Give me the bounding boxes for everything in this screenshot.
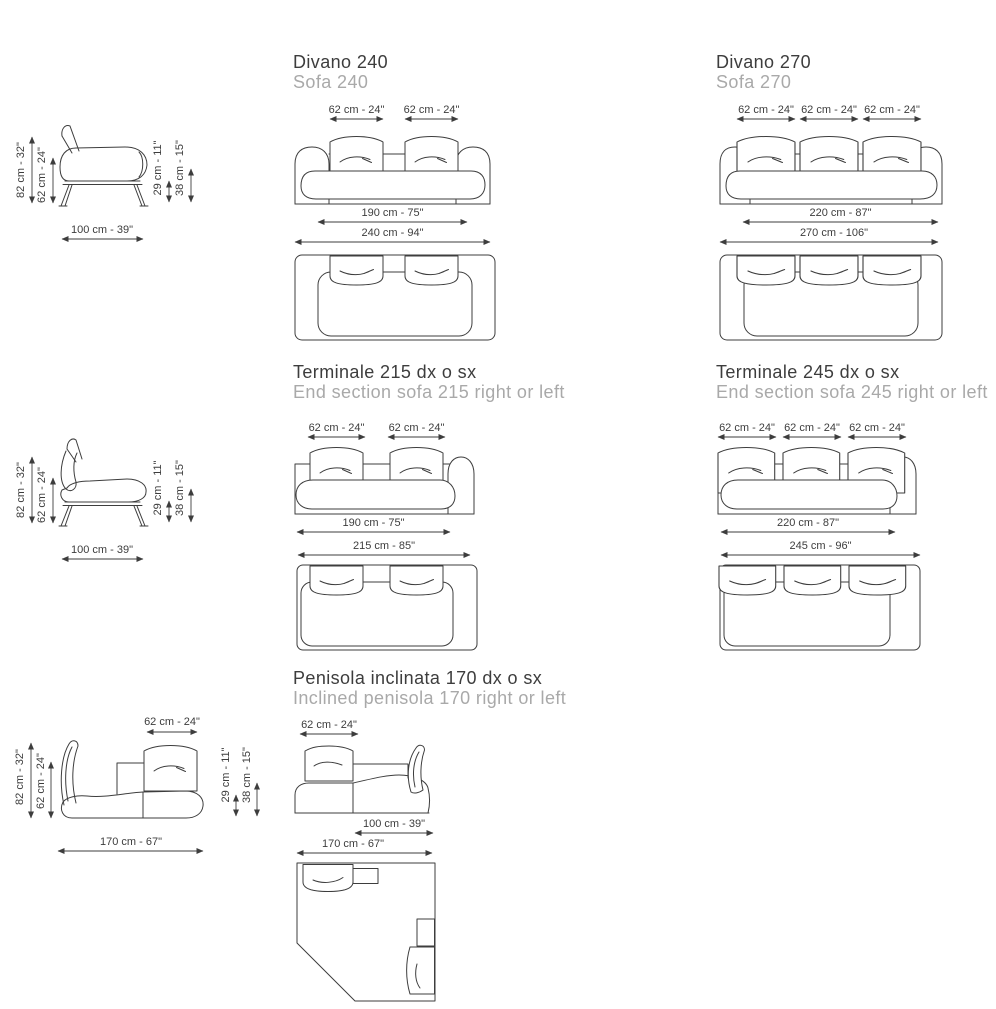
frame-lines xyxy=(63,502,142,506)
dim-inner-width: 190 cm - 75" xyxy=(342,517,405,529)
front-view xyxy=(295,745,430,813)
back-cushion-top xyxy=(390,566,443,595)
legs xyxy=(61,506,145,526)
product-subtitle: Sofa 240 xyxy=(293,72,369,92)
back-cushion xyxy=(305,746,353,781)
dim-back-height: 62 cm - 24" xyxy=(35,147,48,203)
product-divano-240 xyxy=(293,52,498,348)
dim-height-total: 82 cm - 32" xyxy=(13,749,26,805)
side-view-row2 xyxy=(10,425,255,575)
back-cushion-top xyxy=(310,566,363,595)
seat-cushion xyxy=(721,480,897,509)
dim-depth: 170 cm - 67" xyxy=(100,836,162,848)
dim-seat-height: 29 cm - 11" xyxy=(219,747,232,803)
dim-cushion-1: 62 cm - 24" xyxy=(308,422,365,434)
product-subtitle: Sofa 270 xyxy=(716,72,792,92)
product-terminale-215 xyxy=(293,362,565,655)
dimensions xyxy=(14,716,257,851)
side-view-row3 xyxy=(5,705,265,860)
low-back-band xyxy=(117,763,146,794)
product-title: Divano 240 xyxy=(293,52,389,72)
dim-height-total: 82 cm - 32" xyxy=(14,462,27,518)
cushion-dimensions xyxy=(718,422,906,437)
dim-total-width: 240 cm - 94" xyxy=(361,227,424,239)
dim-cushion-2: 62 cm - 24" xyxy=(784,422,840,434)
back-cushion-top xyxy=(330,256,383,285)
product-subtitle: End section sofa 245 right or left xyxy=(716,382,988,402)
cushion-dimensions xyxy=(737,104,921,119)
seat-cushion xyxy=(301,171,485,199)
back-cushion-top xyxy=(863,256,921,285)
product-title: Penisola inclinata 170 dx o sx xyxy=(293,668,543,688)
dim-cushion-1: 62 cm - 24" xyxy=(328,104,385,116)
back-cushion-top xyxy=(303,865,353,892)
dim-total-width: 215 cm - 85" xyxy=(353,540,415,552)
product-subtitle: Inclined penisola 170 right or left xyxy=(293,688,567,708)
dimensions xyxy=(15,137,191,239)
front-view xyxy=(718,448,916,515)
top-outline xyxy=(295,255,495,340)
dim-inner-width: 220 cm - 87" xyxy=(777,517,839,529)
legs xyxy=(61,185,145,206)
dim-inner-width: 220 cm - 87" xyxy=(809,207,872,219)
inclined-backrest xyxy=(61,741,78,805)
terminale-245-drawings xyxy=(716,410,948,655)
headrest-flap xyxy=(67,439,82,459)
dim-seat-height: 29 cm - 11" xyxy=(151,460,164,516)
back-cushion-top xyxy=(849,566,906,595)
dim-cushion-2: 62 cm - 24" xyxy=(388,422,445,434)
seat-body xyxy=(61,479,146,502)
back-cushion-top xyxy=(784,566,841,595)
dimensions xyxy=(15,457,191,559)
product-title: Terminale 245 dx o sx xyxy=(716,362,900,382)
product-subtitle: End section sofa 215 right or left xyxy=(293,382,565,402)
terminale-215-drawings xyxy=(293,410,498,655)
chaise-body xyxy=(61,791,203,818)
dim-cushion-1: 62 cm - 24" xyxy=(719,422,775,434)
front-view xyxy=(720,137,942,205)
cushion-dimensions xyxy=(308,422,445,437)
product-title: Terminale 215 dx o sx xyxy=(293,362,477,382)
sofa-side-drawing xyxy=(59,126,148,206)
dim-cushion-3: 62 cm - 24" xyxy=(864,104,920,116)
dim-cushion-1: 62 cm - 24" xyxy=(738,104,794,116)
product-title: Divano 270 xyxy=(716,52,812,72)
dim-total-width: 170 cm - 67" xyxy=(322,838,384,850)
end-section-side-drawing xyxy=(59,439,148,526)
dim-back-height: 62 cm - 24" xyxy=(34,753,47,809)
low-back-band xyxy=(353,764,408,778)
dim-back-height: 62 cm - 24" xyxy=(35,467,48,523)
sofa-body xyxy=(60,147,147,181)
top-view xyxy=(297,863,435,1001)
frame-lines xyxy=(63,181,142,185)
dim-seat-width: 100 cm - 39" xyxy=(363,818,425,830)
penisola-170-drawings xyxy=(293,716,498,1009)
back-cushion-top xyxy=(737,256,795,285)
dim-cushion-3: 62 cm - 24" xyxy=(849,422,905,434)
headrest-flap xyxy=(62,126,79,151)
seat-cushion xyxy=(726,171,937,199)
back-cushion-top xyxy=(719,566,776,595)
dim-inner-width: 190 cm - 75" xyxy=(361,207,424,219)
inclined-backrest-line xyxy=(66,747,72,801)
left-seat-block xyxy=(295,783,353,813)
seat-cushion xyxy=(296,480,455,509)
side-band-top xyxy=(417,919,435,946)
back-band-top xyxy=(353,869,378,884)
dim-seat-height: 29 cm - 11" xyxy=(151,140,164,196)
cushion-dimensions xyxy=(329,104,460,119)
backrest xyxy=(61,451,77,491)
product-penisola-170 xyxy=(293,668,567,1009)
dim-total-width: 270 cm - 106" xyxy=(799,227,869,239)
top-view xyxy=(719,565,920,650)
back-cushion-top xyxy=(405,256,458,285)
arm-roll-line xyxy=(139,152,143,177)
dim-height-total: 82 cm - 32" xyxy=(14,142,27,198)
inclined-backrest xyxy=(408,745,424,793)
dim-cushion-1: 62 cm - 24" xyxy=(301,719,357,731)
top-view xyxy=(295,255,495,340)
product-divano-270 xyxy=(716,52,948,348)
back-cushion-top xyxy=(800,256,858,285)
dim-depth: 100 cm - 39" xyxy=(71,544,133,556)
top-view xyxy=(720,255,942,340)
dim-structure-height: 38 cm - 15" xyxy=(173,140,186,196)
dim-structure-height: 38 cm - 15" xyxy=(173,460,186,516)
side-cushion-top xyxy=(407,947,435,994)
top-view xyxy=(297,565,477,650)
dim-cushion: 62 cm - 24" xyxy=(144,716,200,728)
product-terminale-245 xyxy=(716,362,988,655)
side-view-row1 xyxy=(10,105,255,255)
front-view xyxy=(295,448,474,515)
dim-depth: 100 cm - 39" xyxy=(71,224,133,236)
front-view xyxy=(295,137,490,205)
penisola-side-drawing xyxy=(61,741,203,818)
cushion-dimensions xyxy=(300,719,358,734)
width-dimensions xyxy=(721,517,920,555)
dim-total-width: 245 cm - 96" xyxy=(789,540,852,552)
dim-structure-height: 38 cm - 15" xyxy=(240,747,253,803)
back-cushion xyxy=(144,746,197,792)
dim-cushion-2: 62 cm - 24" xyxy=(801,104,857,116)
width-dimensions xyxy=(720,207,938,242)
divano-270-drawings xyxy=(716,100,948,348)
width-dimensions xyxy=(295,207,490,242)
dim-cushion-2: 62 cm - 24" xyxy=(403,104,460,116)
width-dimensions xyxy=(297,818,433,853)
divano-240-drawings xyxy=(293,100,498,348)
width-dimensions xyxy=(297,517,470,555)
